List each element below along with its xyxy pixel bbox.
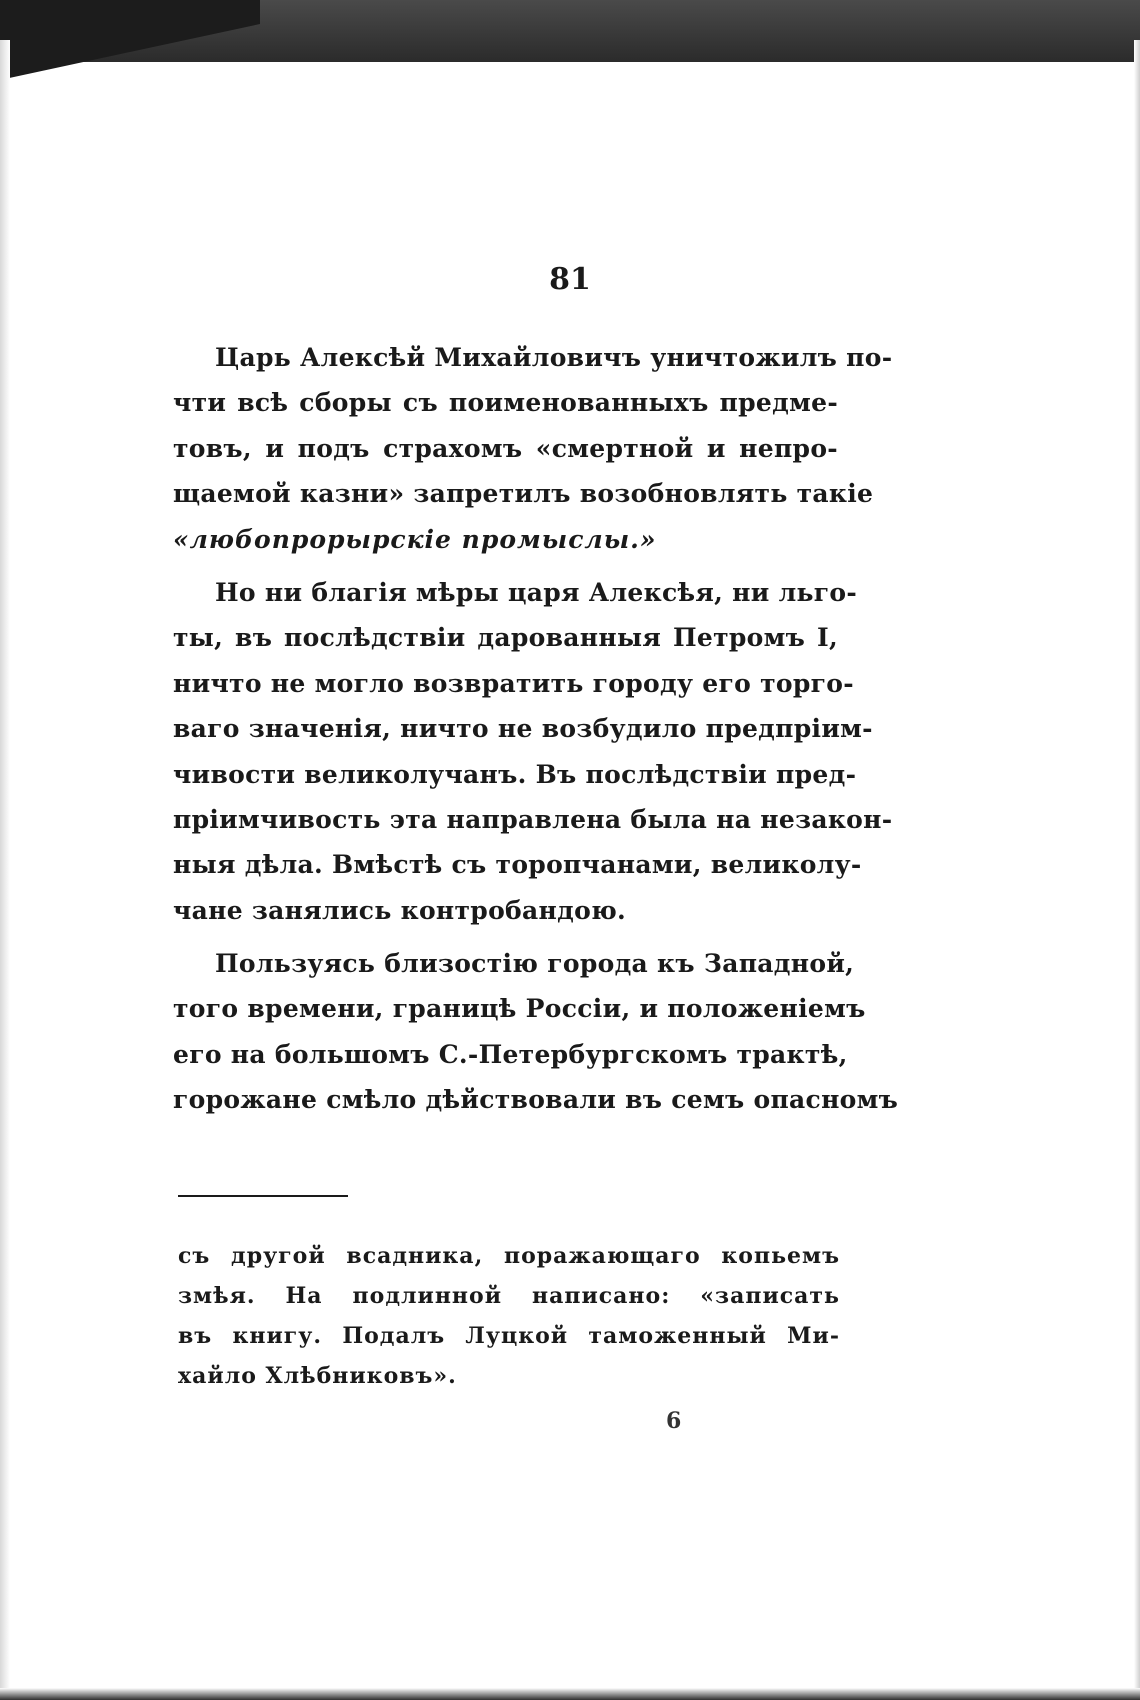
paragraph-2 (173, 570, 893, 933)
text-line: чивости великолучанъ. Въ послѣдствіи пред- (173, 759, 857, 789)
text-line: пріимчивость эта направлена была на незакон- (173, 804, 893, 834)
text-line: ваго значенія, ничто не возбудило предпріим- (173, 714, 873, 744)
text-line: Пользуясь близостію города къ Западной, (215, 949, 855, 979)
text-line: Царь Алексѣй Михайловичъ уничтожилъ по- (215, 343, 893, 372)
text-line: ты, въ послѣдствіи дарованныя Петромъ I, (173, 623, 838, 653)
main-text (173, 335, 899, 1123)
footnote-line: въ книгу. Подалъ Луцкой таможенный Ми- (178, 1323, 840, 1349)
text-line: Но ни благія мѣры царя Алексѣя, ни льго- (215, 577, 858, 607)
text-line: щаемой казни» запретилъ возобновлять такіе (173, 479, 874, 509)
footnote-line: змѣя. На подлинной написано: «записать (178, 1283, 840, 1309)
footnote-line: съ другой всадника, поражающаго копьемъ (178, 1243, 840, 1269)
scan-bottom-edge (0, 1688, 1140, 1700)
text-line: чти всѣ сборы съ поименованныхъ предме- (173, 388, 838, 418)
paragraph-3 (173, 941, 899, 1123)
text-line: ныя дѣла. Вмѣстѣ съ торопчанами, великолу- (173, 850, 862, 880)
text-line: его на большомъ С.-Петербургскомъ трактѣ, (173, 1039, 848, 1069)
text-line: чане занялись контробандою. (173, 895, 627, 925)
footnote-line: хайло Хлѣбниковъ». (178, 1363, 457, 1389)
page-number: 81 (549, 262, 591, 297)
text-line: того времени, границѣ Россіи, и положеніемъ (173, 994, 866, 1024)
text-line-italic: «любопрорырскіе промыслы.» (173, 524, 657, 554)
footnote-divider (178, 1195, 348, 1197)
footnote (178, 1236, 840, 1396)
paragraph-1 (173, 335, 893, 562)
text-line: ничто не могло возвратить городу его торго- (173, 668, 854, 698)
text-line: товъ, и подъ страхомъ «смертной и непро- (173, 433, 838, 463)
text-line: горожане смѣло дѣйствовали въ семъ опасномъ (173, 1085, 899, 1115)
printer-signature-mark: 6 (666, 1408, 682, 1434)
